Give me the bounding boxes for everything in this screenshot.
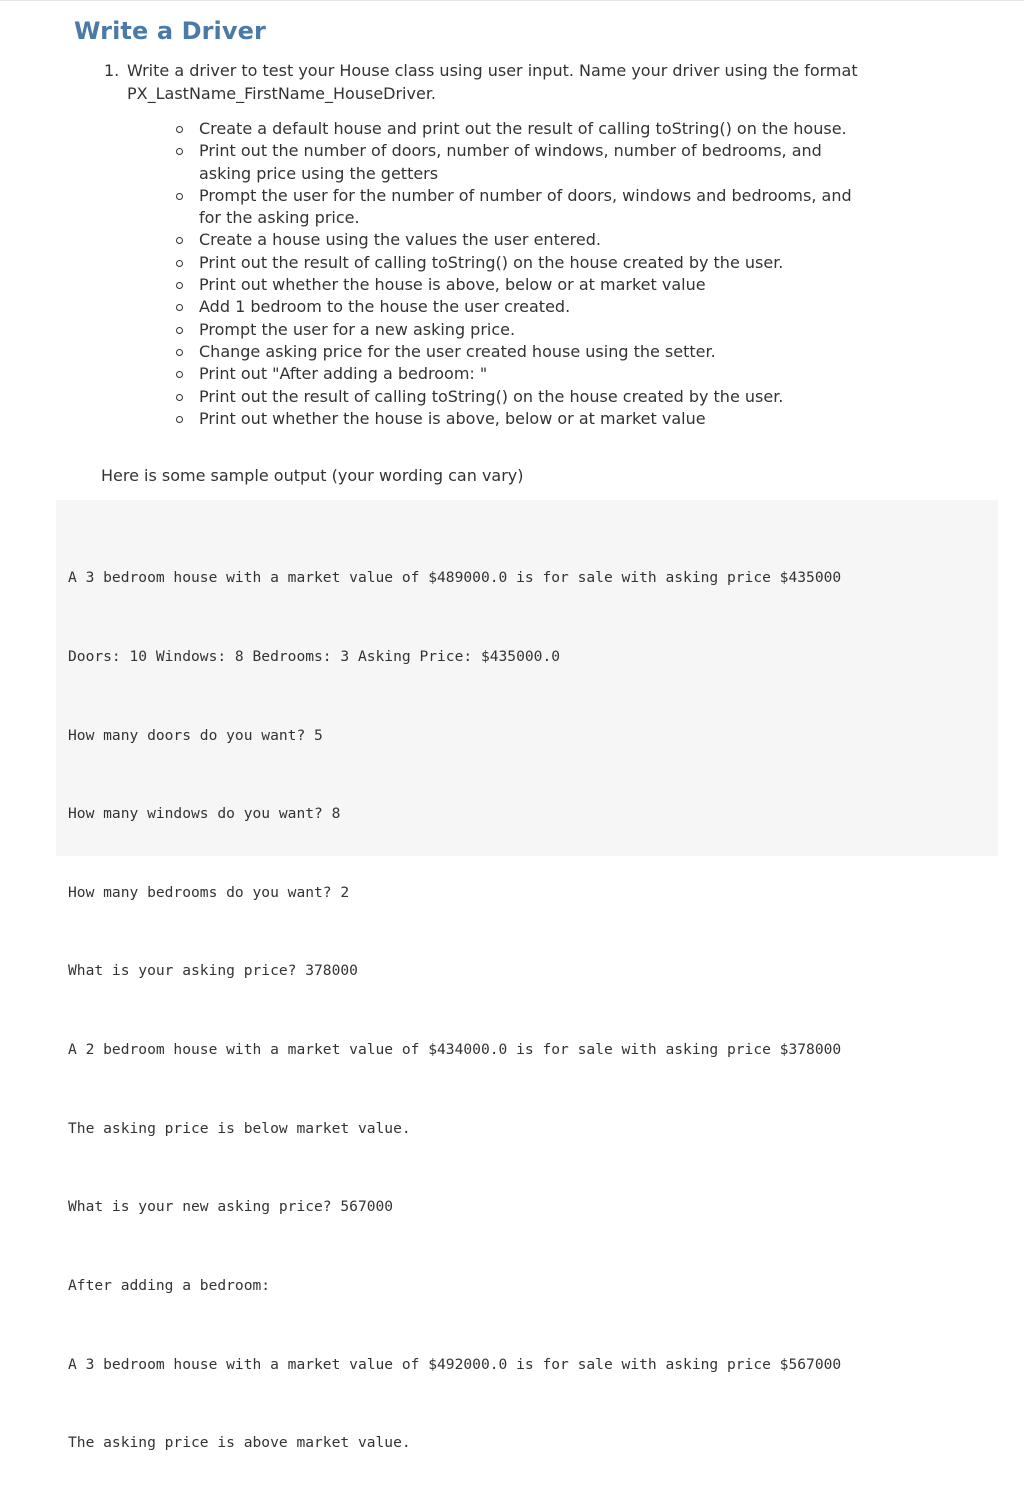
circle-bullet-icon: [176, 327, 183, 334]
step-item: [174, 296, 874, 318]
step-text: Print out whether the house is above, below or at market value: [199, 408, 706, 428]
step-text: Print out the result of calling toString() on the house created by the user.: [199, 386, 784, 406]
output-line: Doors: 10 Windows: 8 Bedrooms: 3 Asking Price: $435000.0: [68, 648, 561, 666]
step-item: [174, 408, 874, 430]
circle-bullet-icon: [176, 126, 183, 133]
step-text: Prompt the user for the number of number of doors, windows and bedrooms, and for the asking price.: [199, 185, 852, 228]
circle-bullet-icon: [176, 282, 183, 289]
sample-output-lines: [68, 513, 841, 1509]
step-text: Prompt the user for a new asking price.: [199, 319, 516, 339]
task-number: 1.: [104, 61, 120, 80]
step-item: [174, 319, 874, 341]
step-list: [174, 118, 874, 430]
step-item: [174, 386, 874, 408]
sample-intro: Here is some sample output (your wording can vary): [101, 466, 524, 485]
circle-bullet-icon: [176, 237, 183, 244]
step-item: [174, 252, 874, 274]
step-text: Print out the number of doors, number of windows, number of bedrooms, and asking price using the getters: [199, 141, 822, 183]
step-text: Create a house using the values the user entered.: [199, 230, 601, 250]
output-line: What is your new asking price? 567000: [68, 1198, 394, 1216]
output-line: What is your asking price? 378000: [68, 962, 358, 980]
step-item: [174, 118, 874, 140]
circle-bullet-icon: [176, 349, 183, 356]
step-text: Print out "After adding a bedroom: ": [199, 364, 488, 384]
step-item: [174, 363, 874, 385]
task-item: [104, 60, 904, 105]
circle-bullet-icon: [176, 304, 183, 311]
output-line: A 2 bedroom house with a market value of $434000.0 is for sale with asking price $378000: [68, 1041, 842, 1059]
output-line: How many windows do you want? 8: [68, 805, 341, 823]
circle-bullet-icon: [176, 416, 183, 423]
step-text: Print out the result of calling toString() on the house created by the user.: [199, 252, 784, 272]
output-line: How many doors do you want? 5: [68, 726, 323, 744]
output-line: A 3 bedroom house with a market value of $492000.0 is for sale with asking price $567000: [68, 1355, 842, 1373]
circle-bullet-icon: [176, 193, 183, 200]
step-text: Print out whether the house is above, below or at market value: [199, 275, 706, 295]
task-text: Write a driver to test your House class using user input. Name your driver using the format PX_LastName_FirstName_HouseDriver.: [127, 61, 858, 103]
circle-bullet-icon: [176, 371, 183, 378]
circle-bullet-icon: [176, 260, 183, 267]
output-line: The asking price is below market value.: [68, 1119, 411, 1137]
output-line: The asking price is above market value.: [68, 1434, 411, 1452]
step-item: [174, 185, 874, 230]
step-item: [174, 341, 874, 363]
circle-bullet-icon: [176, 148, 183, 155]
section-heading: Write a Driver: [74, 17, 266, 45]
step-text: Create a default house and print out the result of calling toString() on the house.: [199, 119, 847, 138]
top-divider: [0, 0, 1024, 1]
sample-output-block: [56, 500, 998, 1452]
step-item: [174, 229, 874, 251]
step-item: [174, 140, 874, 185]
output-line: After adding a bedroom:: [68, 1276, 271, 1294]
step-item: [174, 274, 874, 296]
step-text: Change asking price for the user created house using the setter.: [199, 341, 716, 361]
step-text: Add 1 bedroom to the house the user created.: [199, 297, 571, 317]
circle-bullet-icon: [176, 394, 183, 401]
output-line: How many bedrooms do you want? 2: [68, 883, 350, 901]
output-line: A 3 bedroom house with a market value of $489000.0 is for sale with asking price $435000: [68, 569, 842, 587]
